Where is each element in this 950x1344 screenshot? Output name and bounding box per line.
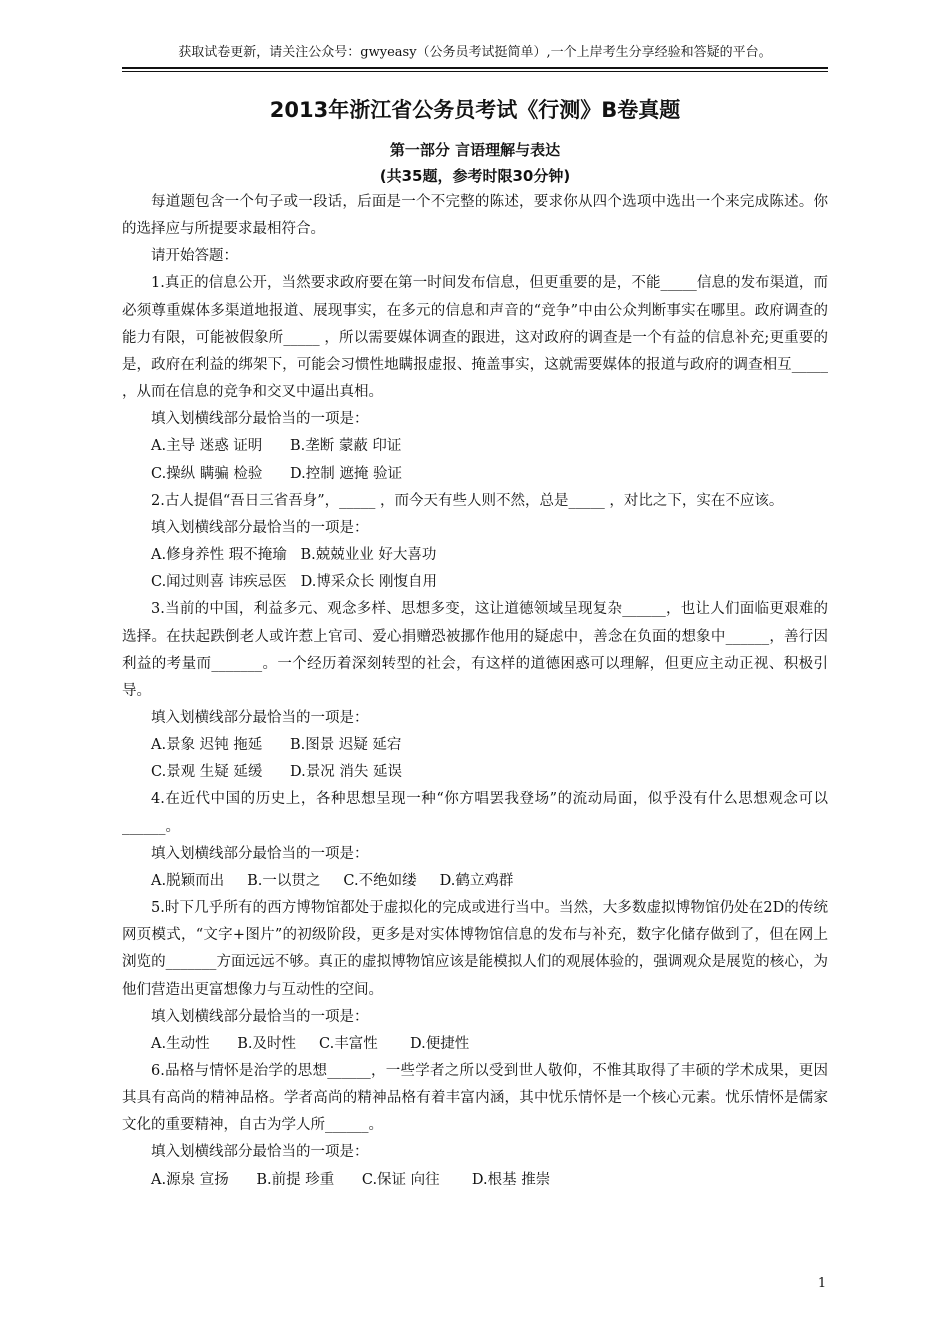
page-number: 1 [817,1276,827,1291]
question-3-text: 3.当前的中国，利益多元、观念多样、思想多变，这让道德领域呈现复杂______，也让人们面临更艰难的选择。在扶起跌倒老人或许惹上官司、爱心捐赠恐被挪作他用的疑虑中，善念在负面的想象中______，善行因利益的考量而_______。一个经历着深刻转型的社会，有这样的道德困惑可以理解，但更应主动正视、积极引导。 [122,601,828,699]
question-2-options-ab: A.修身养性 瑕不掩瑜 B.兢兢业业 好大喜功 [151,547,437,564]
question-4-prompt: 填入划横线部分最恰当的一项是： [151,845,369,862]
question-1-text: 1.真正的信息公开，当然要求政府要在第一时间发布信息，但更重要的是，不能_____信息的发布渠道，而必须尊重媒体多渠道地报道、展现事实，在多元的信息和声音的“竞争”中由公众判断事实在哪里。政府调查的能力有限，可能被假象所_____ ，所以需要媒体调查的跟进，这对政府的调查是一个有益的信息补充;更重要的是，政府在利益的绑架下，可能会习惯性地瞒报虚报、掩盖事实，这就需要媒体的报道与政府的调查相互_____ ，从而在信息的竞争和交叉中逼出真相。 [122,275,828,401]
header-rule-thick [122,67,828,69]
question-1-prompt: 填入划横线部分最恰当的一项是： [151,411,369,428]
header-rule-thin [122,71,828,72]
question-3-prompt: 填入划横线部分最恰当的一项是： [151,709,369,726]
question-2-options-cd: C.闻过则喜 讳疾忌医 D.博采众长 刚愎自用 [151,574,437,591]
question-5-text: 5.时下几乎所有的西方博物馆都处于虚拟化的完成或进行当中。当然，大多数虚拟博物馆仍处在2D的传统网页模式，“文字+图片”的初级阶段，更多是对实体博物馆信息的发布与补充，数字化储存做到了，但在网上浏览的_______方面远远不够。真正的虚拟博物馆应该是能模拟人们的观展体验的，强调观众是展览的核心，为他们营造出更富想像力与互动性的空间。 [122,900,828,998]
question-4-text: 4.在近代中国的历史上，各种思想呈现一种“你方唱罢我登场”的流动局面，似乎没有什么思想观念可以______。 [122,791,828,835]
question-3-options-ab: A.景象 迟钝 拖延 B.图景 迟疑 延宕 [151,737,402,754]
question-6-options: A.源泉 宣扬 B.前提 珍重 C.保证 向往 D.根基 推崇 [151,1171,551,1188]
page-header: 获取试卷更新，请关注公众号：gwyeasy（公务员考试挺简单）,一个上岸考生分享经验和答疑的平台。 [178,45,772,60]
question-3-options-cd: C.景观 生疑 延缓 D.景况 消失 延误 [151,764,402,781]
section-info: (共35题，参考时限30分钟) [379,167,571,185]
question-5-prompt: 填入划横线部分最恰当的一项是： [151,1008,369,1025]
question-2-prompt: 填入划横线部分最恰当的一项是： [151,519,369,536]
question-6-text: 6.品格与情怀是治学的思想______，一些学者之所以受到世人敬仰，不惟其取得了丰硕的学术成果，更因其具有高尚的精神品格。学者高尚的精神品格有着丰富内涵，其中忧乐情怀是一个核心元素。忧乐情怀是儒家文化的重要精神，自古为学人所______。 [122,1063,828,1134]
start-prompt: 请开始答题： [151,248,238,265]
intro-paragraph: 每道题包含一个句子或一段话，后面是一个不完整的陈述，要求你从四个选项中选出一个来完成陈述。你的选择应与所提要求最相符合。 [122,194,828,238]
question-4-options: A.脱颖而出 B.一以贯之 C.不绝如缕 D.鹤立鸡群 [151,872,514,889]
document-title: 2013年浙江省公务员考试《行测》B卷真题 [269,98,681,122]
section-name: 第一部分 言语理解与表达 [389,141,561,159]
question-1-options-cd: C.操纵 瞒骗 检验 D.控制 遮掩 验证 [151,465,402,482]
question-5-options: A.生动性 B.及时性 C.丰富性 D.便捷性 [151,1035,470,1052]
question-2-text: 2.古人提倡“吾日三省吾身”，_____ ，而今天有些人则不然，总是_____ ，对比之下，实在不应该。 [151,492,784,509]
question-1-options-ab: A.主导 迷惑 证明 B.垄断 蒙蔽 印证 [151,438,402,455]
document-body [122,189,828,1194]
question-6-prompt: 填入划横线部分最恰当的一项是： [151,1144,369,1161]
